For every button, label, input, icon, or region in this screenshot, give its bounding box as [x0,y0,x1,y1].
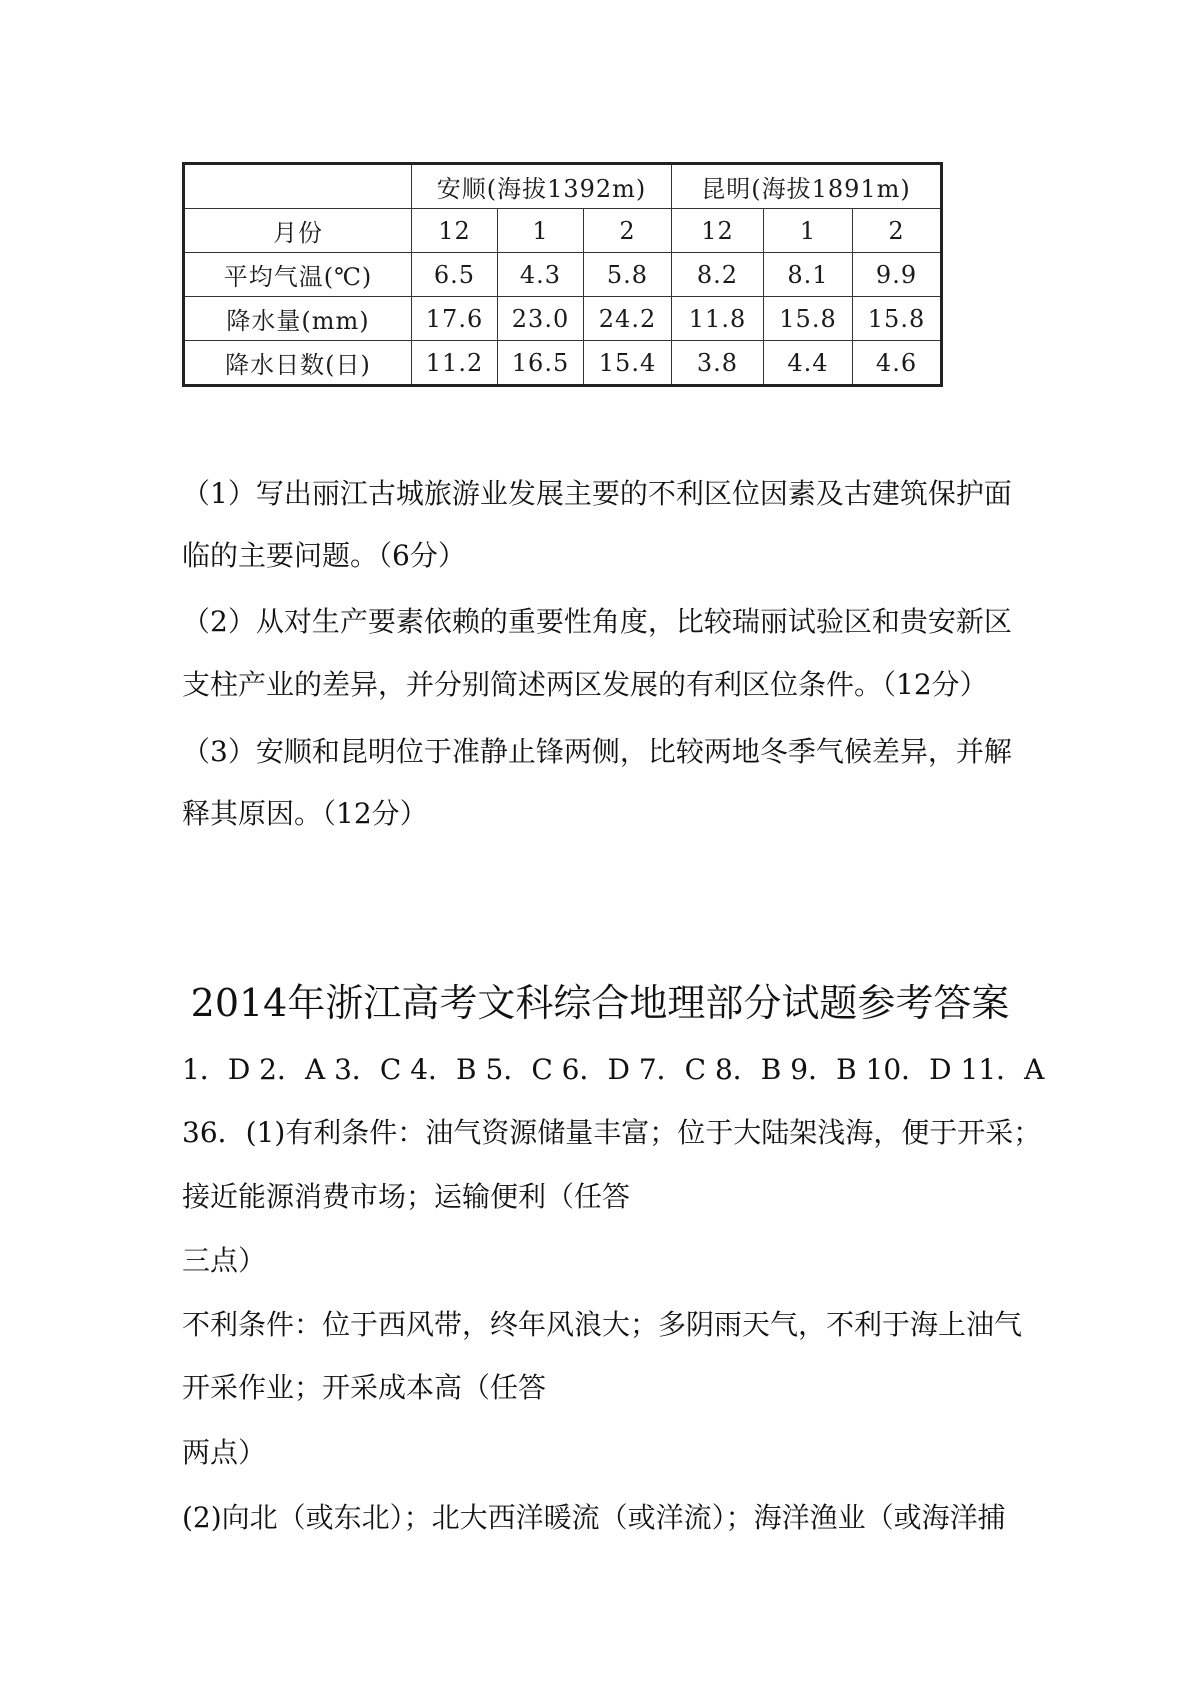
multiple-choice-answers: 1．D 2．A 3．C 4．B 5．C 6．D 7．C 8．B 9．B 10．D 11．A [182,1053,1045,1086]
table-row-rain-days [184,341,942,386]
question-3-line-1: （3）安顺和昆明位于准静止锋两侧，比较两地冬季气候差异，并解 [182,735,1012,768]
month-cell: 12 [672,209,764,253]
answer-36-line-7: (2)向北（或东北）；北大西洋暖流（或洋流）；海洋渔业（或海洋捕 [182,1501,1006,1534]
row-label: 降水日数(日) [184,341,412,386]
month-cell: 2 [584,209,672,253]
table-month-row [184,209,942,253]
question-2-line-2: 支柱产业的差异，并分别简述两区发展的有利区位条件。（12分） [182,668,988,701]
row-label: 平均气温(℃) [184,253,412,297]
table-cell: 11.2 [412,341,498,386]
month-cell: 12 [412,209,498,253]
answer-36-line-5: 开采作业；开采成本高（任答 [182,1371,547,1404]
table-row-temperature [184,253,942,297]
row-label: 降水量(mm) [184,297,412,341]
question-3-line-2: 释其原因。（12分） [182,797,428,830]
station-kunming-header: 昆明(海拔1891m) [672,164,942,209]
table-cell: 6.5 [412,253,498,297]
table-cell: 4.6 [853,341,942,386]
table-cell: 8.1 [764,253,853,297]
table-cell: 24.2 [584,297,672,341]
table-cell: 4.3 [498,253,584,297]
station-anshun-header: 安顺(海拔1392m) [412,164,672,209]
answer-36-line-3: 三点） [182,1244,267,1277]
answer-36-line-6: 两点） [182,1436,267,1469]
table-cell: 15.8 [764,297,853,341]
table-cell: 11.8 [672,297,764,341]
question-1-line-2: 临的主要问题。（6分） [182,539,466,572]
answer-36-line-1: 36．(1)有利条件：油气资源储量丰富；位于大陆架浅海，便于开采； [182,1116,1042,1149]
table-cell: 16.5 [498,341,584,386]
answer-36-line-2: 接近能源消费市场；运输便利（任答 [182,1180,631,1213]
table-cell: 8.2 [672,253,764,297]
answer-key-title: 2014年浙江高考文科综合地理部分试题参考答案 [190,981,1010,1025]
climate-table [182,162,943,387]
row-label: 月份 [184,209,412,253]
table-cell: 15.8 [853,297,942,341]
table-cell: 17.6 [412,297,498,341]
table-cell: 3.8 [672,341,764,386]
table-cell: 4.4 [764,341,853,386]
month-cell: 1 [498,209,584,253]
month-cell: 1 [764,209,853,253]
question-1-line-1: （1）写出丽江古城旅游业发展主要的不利区位因素及古建筑保护面 [182,477,1012,510]
month-cell: 2 [853,209,942,253]
question-2-line-1: （2）从对生产要素依赖的重要性角度，比较瑞丽试验区和贵安新区 [182,605,1012,638]
table-cell: 23.0 [498,297,584,341]
answer-36-line-4: 不利条件：位于西风带，终年风浪大；多阴雨天气，不利于海上油气 [182,1308,1023,1341]
table-cell: 5.8 [584,253,672,297]
table-corner-cell [184,164,412,209]
table-cell: 9.9 [853,253,942,297]
table-header-row [184,164,942,209]
table-row-precipitation [184,297,942,341]
table-cell: 15.4 [584,341,672,386]
